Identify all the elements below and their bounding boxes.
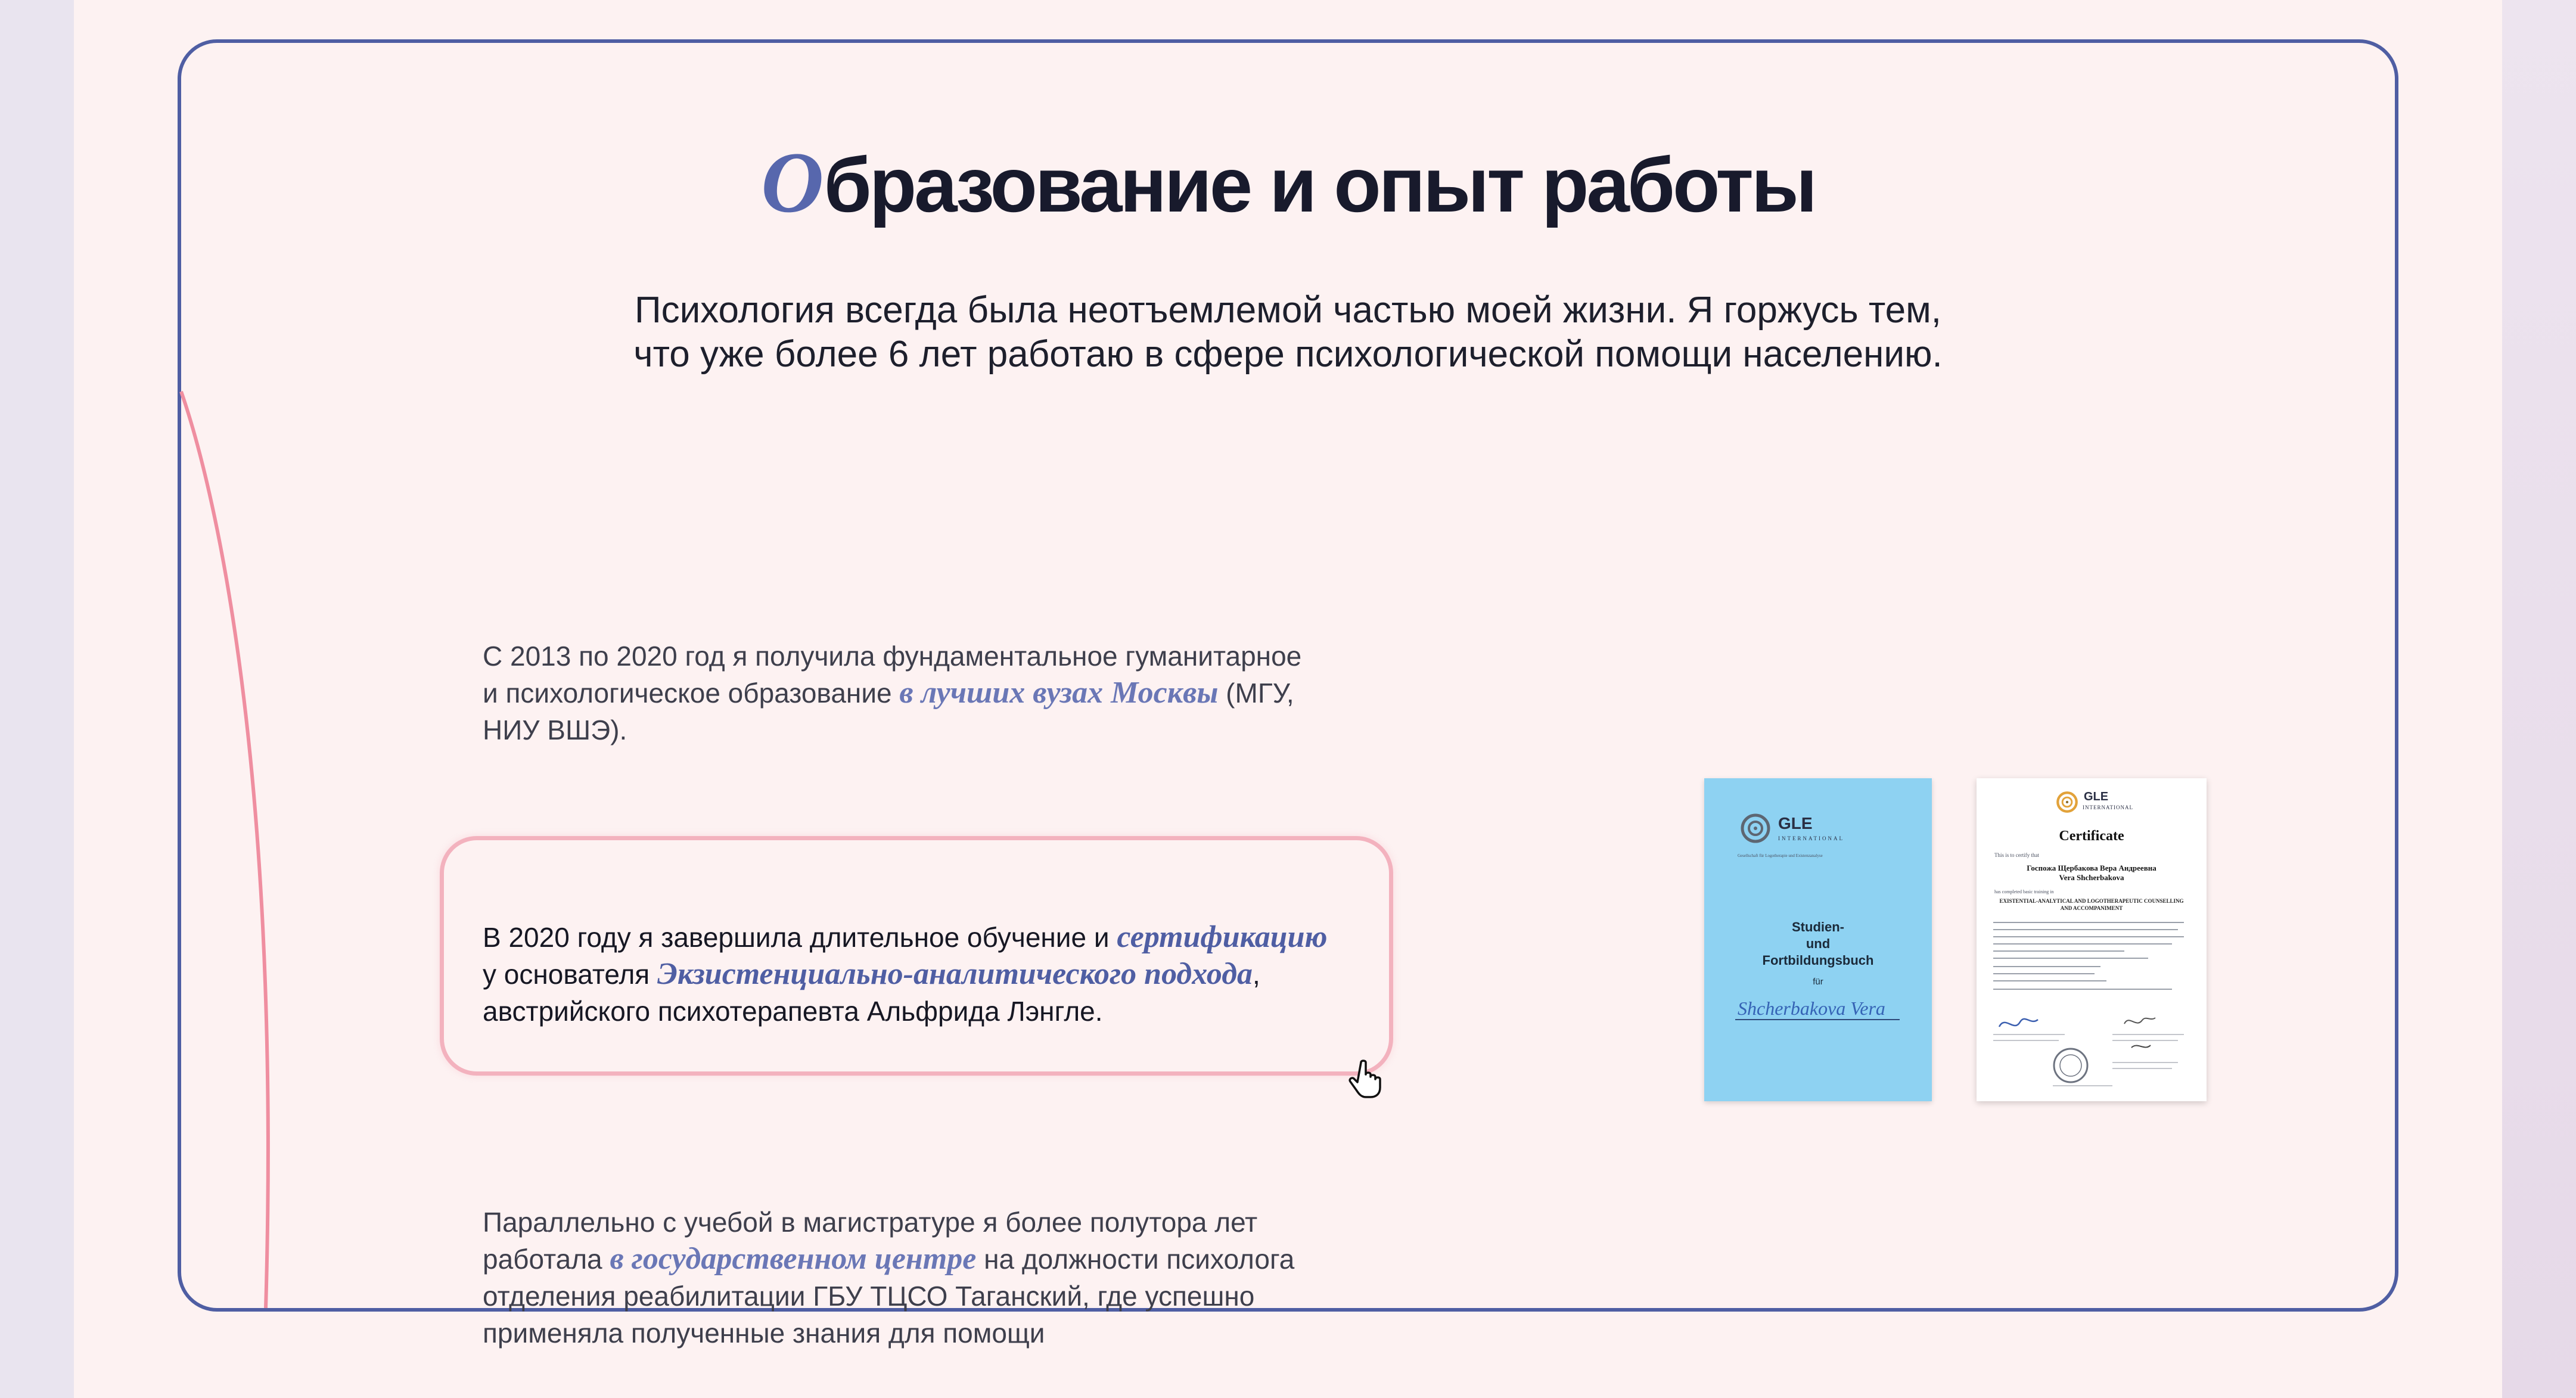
book-brand-sub: INTERNATIONAL xyxy=(1778,835,1844,841)
timeline-item-certification[interactable]: В 2020 году я завершила длительное обучение и сертификацию у основателя Экзистенциально-аналитического подхода, австрийского психотерапевта Альфрида Лэнгле. xyxy=(483,920,1328,1027)
highlight-certification: сертификацию xyxy=(1117,920,1328,954)
book-handwritten-name: Shcherbakova Vera xyxy=(1738,998,1885,1019)
cert-title: Certificate xyxy=(2059,828,2124,844)
timeline-item-education: С 2013 по 2020 год я получила фундаментальное гуманитарное и психологическое образование в лучших вузах Москвы (МГУ, НИУ ВШЭ). xyxy=(483,641,1302,745)
book-signature-line xyxy=(1735,1019,1900,1020)
title-first-letter: О xyxy=(761,134,824,231)
title-rest: бразование и опыт работы xyxy=(824,141,1815,228)
cert-name-block: Госпожа Щербакова Вера Андреевна Vera Shcherbakova xyxy=(2027,863,2156,882)
cert-brand: GLE xyxy=(2084,790,2109,803)
book-title: Studien- und Fortbildungsbuch für xyxy=(1762,919,1874,987)
cert-gle-logo-icon xyxy=(2055,790,2079,814)
page-edge-strip xyxy=(2502,0,2576,1398)
cert-brand-sub: INTERNATIONAL xyxy=(2083,804,2133,810)
timeline-item-work: Параллельно с учебой в магистратуре я более полутора лет работала в государственном центре на должности психолога отделения реабилитации ГБУ ТЦСО Таганский, где успешно применяла полученные знания для помощи xyxy=(483,1207,1295,1349)
highlight-existential-approach: Экзистенциально-аналитического подхода xyxy=(657,957,1253,991)
education-experience-card xyxy=(178,39,2398,1349)
certificate-image[interactable] xyxy=(1977,778,2207,1101)
gle-spiral-logo-icon xyxy=(1739,812,1772,845)
book-tagline: Gesellschaft für Logotherapie und Existenzanalyse xyxy=(1738,853,1823,858)
intro-line-1: Психология всегда была неотъемлемой частью моей жизни. Я горжусь тем, xyxy=(635,290,1941,331)
intro-text xyxy=(539,288,2037,377)
cert-completed: has completed basic training in xyxy=(1994,889,2054,894)
hand-pointer-cursor-icon xyxy=(1349,1060,1384,1099)
highlight-state-center: в государственном центре xyxy=(610,1242,977,1276)
section-title xyxy=(181,132,2395,232)
highlight-best-universities: в лучших вузах Москвы xyxy=(899,676,1219,710)
cert-intro: This is to certify that xyxy=(1994,852,2039,858)
cert-body-lines xyxy=(1993,917,2190,1089)
book-brand: GLE xyxy=(1778,814,1813,832)
cert-program: EXISTENTIAL-ANALYTICAL AND LOGOTHERAPEUTIC COUNSELLING AND ACCOMPANIMENT xyxy=(1999,898,2184,911)
study-book-image[interactable] xyxy=(1704,778,1932,1101)
intro-line-2: что уже более 6 лет работаю в сфере психологической помощи населению. xyxy=(633,334,1943,375)
